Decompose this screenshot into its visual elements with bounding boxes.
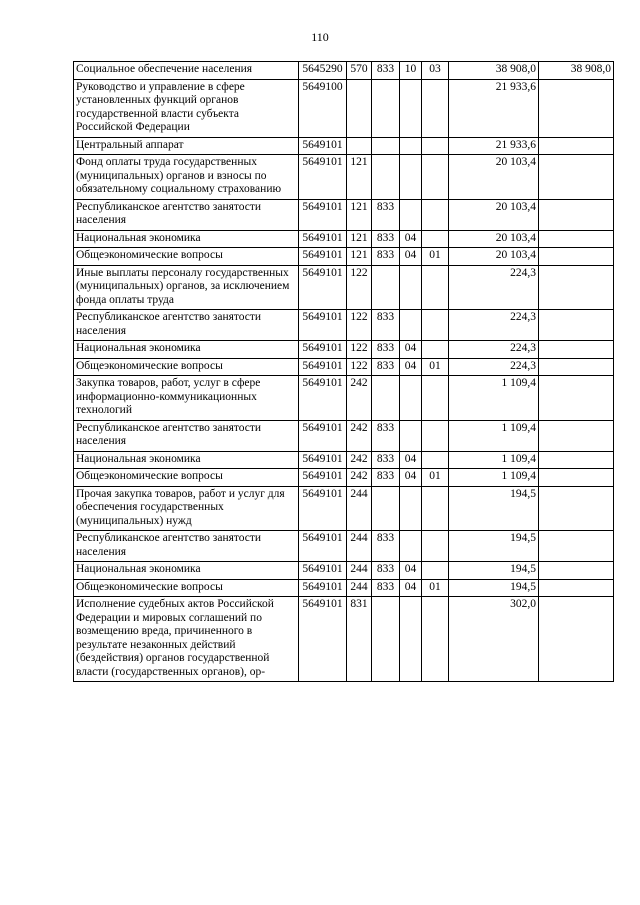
- expense-type-cell: 121: [347, 155, 372, 200]
- row-name-cell: Исполнение судебных актов Российской Федерации и мировых соглашений по возмещению вреда, причиненного в результате незаконных действий (бездействия) органов государственной власти (государственных органов), ор-: [74, 597, 299, 682]
- row-name-cell: Общеэкономические вопросы: [74, 469, 299, 487]
- target-article-cell: 5649101: [299, 230, 347, 248]
- amount-federal-cell: [539, 451, 614, 469]
- subsection-cell: 01: [422, 358, 449, 376]
- budget-table-body: [74, 62, 614, 682]
- table-row: [74, 155, 614, 200]
- subsection-cell: [422, 265, 449, 310]
- subsection-cell: 01: [422, 469, 449, 487]
- expense-type-cell: 242: [347, 376, 372, 421]
- table-row: [74, 230, 614, 248]
- amount-cell: 20 103,4: [449, 230, 539, 248]
- row-name-cell: Фонд оплаты труда государственных (муниципальных) органов и взносы по обязательному социальному страхованию: [74, 155, 299, 200]
- target-article-cell: 5649101: [299, 531, 347, 562]
- administrator-cell: 833: [372, 248, 400, 266]
- table-row: [74, 597, 614, 682]
- administrator-cell: [372, 376, 400, 421]
- budget-table: [73, 61, 614, 682]
- expense-type-cell: 121: [347, 199, 372, 230]
- administrator-cell: 833: [372, 451, 400, 469]
- subsection-cell: [422, 420, 449, 451]
- amount-federal-cell: [539, 137, 614, 155]
- subsection-cell: [422, 79, 449, 137]
- row-name-cell: Общеэкономические вопросы: [74, 248, 299, 266]
- amount-federal-cell: [539, 486, 614, 531]
- subsection-cell: [422, 137, 449, 155]
- section-cell: 04: [400, 341, 422, 359]
- table-row: [74, 531, 614, 562]
- amount-cell: 1 109,4: [449, 420, 539, 451]
- table-row: [74, 341, 614, 359]
- table-row: [74, 358, 614, 376]
- row-name-cell: Центральный аппарат: [74, 137, 299, 155]
- target-article-cell: 5649101: [299, 486, 347, 531]
- amount-cell: 38 908,0: [449, 62, 539, 80]
- amount-federal-cell: [539, 579, 614, 597]
- target-article-cell: 5649101: [299, 562, 347, 580]
- table-row: [74, 486, 614, 531]
- section-cell: 04: [400, 358, 422, 376]
- target-article-cell: 5649101: [299, 310, 347, 341]
- subsection-cell: [422, 597, 449, 682]
- target-article-cell: 5649101: [299, 199, 347, 230]
- target-article-cell: 5649101: [299, 597, 347, 682]
- row-name-cell: Республиканское агентство занятости населения: [74, 310, 299, 341]
- table-row: [74, 469, 614, 487]
- target-article-cell: 5649101: [299, 469, 347, 487]
- section-cell: [400, 79, 422, 137]
- amount-cell: 194,5: [449, 486, 539, 531]
- amount-cell: 224,3: [449, 358, 539, 376]
- amount-federal-cell: [539, 597, 614, 682]
- section-cell: 04: [400, 230, 422, 248]
- amount-cell: 1 109,4: [449, 451, 539, 469]
- amount-cell: 224,3: [449, 310, 539, 341]
- row-name-cell: Национальная экономика: [74, 451, 299, 469]
- expense-type-cell: 242: [347, 420, 372, 451]
- amount-cell: 21 933,6: [449, 137, 539, 155]
- expense-type-cell: 244: [347, 531, 372, 562]
- target-article-cell: 5649101: [299, 248, 347, 266]
- target-article-cell: 5649101: [299, 376, 347, 421]
- section-cell: [400, 531, 422, 562]
- administrator-cell: [372, 265, 400, 310]
- target-article-cell: 5649101: [299, 137, 347, 155]
- target-article-cell: 5649101: [299, 358, 347, 376]
- row-name-cell: Национальная экономика: [74, 562, 299, 580]
- amount-federal-cell: [539, 358, 614, 376]
- target-article-cell: 5649101: [299, 155, 347, 200]
- amount-cell: 20 103,4: [449, 199, 539, 230]
- row-name-cell: Республиканское агентство занятости населения: [74, 420, 299, 451]
- table-row: [74, 199, 614, 230]
- target-article-cell: 5649101: [299, 579, 347, 597]
- table-row: [74, 137, 614, 155]
- section-cell: [400, 137, 422, 155]
- row-name-cell: Социальное обеспечение населения: [74, 62, 299, 80]
- amount-federal-cell: [539, 341, 614, 359]
- section-cell: 04: [400, 248, 422, 266]
- amount-federal-cell: [539, 376, 614, 421]
- expense-type-cell: 242: [347, 469, 372, 487]
- administrator-cell: 833: [372, 562, 400, 580]
- table-row: [74, 451, 614, 469]
- table-row: [74, 376, 614, 421]
- table-row: [74, 248, 614, 266]
- section-cell: 04: [400, 579, 422, 597]
- row-name-cell: Иные выплаты персоналу государственных (муниципальных) органов, за исключением фонда оплаты труда: [74, 265, 299, 310]
- expense-type-cell: 122: [347, 265, 372, 310]
- target-article-cell: 5649101: [299, 341, 347, 359]
- subsection-cell: [422, 451, 449, 469]
- section-cell: [400, 597, 422, 682]
- subsection-cell: 01: [422, 248, 449, 266]
- section-cell: 04: [400, 562, 422, 580]
- section-cell: 04: [400, 469, 422, 487]
- section-cell: [400, 486, 422, 531]
- expense-type-cell: 831: [347, 597, 372, 682]
- target-article-cell: 5649100: [299, 79, 347, 137]
- amount-federal-cell: [539, 155, 614, 200]
- subsection-cell: 01: [422, 579, 449, 597]
- administrator-cell: 833: [372, 341, 400, 359]
- section-cell: [400, 265, 422, 310]
- administrator-cell: [372, 79, 400, 137]
- subsection-cell: [422, 341, 449, 359]
- subsection-cell: [422, 376, 449, 421]
- amount-cell: 194,5: [449, 562, 539, 580]
- expense-type-cell: 122: [347, 310, 372, 341]
- amount-cell: 194,5: [449, 531, 539, 562]
- amount-federal-cell: 38 908,0: [539, 62, 614, 80]
- section-cell: 04: [400, 451, 422, 469]
- amount-cell: 1 109,4: [449, 376, 539, 421]
- amount-federal-cell: [539, 469, 614, 487]
- table-row: [74, 579, 614, 597]
- subsection-cell: [422, 562, 449, 580]
- amount-cell: 224,3: [449, 265, 539, 310]
- row-name-cell: Закупка товаров, работ, услуг в сфере информационно-коммуникационных технологий: [74, 376, 299, 421]
- administrator-cell: 833: [372, 62, 400, 80]
- expense-type-cell: 242: [347, 451, 372, 469]
- section-cell: [400, 155, 422, 200]
- row-name-cell: Республиканское агентство занятости населения: [74, 531, 299, 562]
- expense-type-cell: 244: [347, 579, 372, 597]
- amount-federal-cell: [539, 420, 614, 451]
- row-name-cell: Общеэкономические вопросы: [74, 579, 299, 597]
- administrator-cell: 833: [372, 358, 400, 376]
- administrator-cell: 833: [372, 579, 400, 597]
- table-row: [74, 79, 614, 137]
- amount-federal-cell: [539, 562, 614, 580]
- administrator-cell: 833: [372, 230, 400, 248]
- section-cell: [400, 420, 422, 451]
- subsection-cell: [422, 310, 449, 341]
- section-cell: 10: [400, 62, 422, 80]
- administrator-cell: [372, 597, 400, 682]
- table-row: [74, 62, 614, 80]
- section-cell: [400, 310, 422, 341]
- administrator-cell: [372, 486, 400, 531]
- administrator-cell: 833: [372, 531, 400, 562]
- table-row: [74, 420, 614, 451]
- subsection-cell: [422, 199, 449, 230]
- expense-type-cell: 244: [347, 486, 372, 531]
- target-article-cell: 5645290: [299, 62, 347, 80]
- subsection-cell: 03: [422, 62, 449, 80]
- amount-federal-cell: [539, 199, 614, 230]
- table-row: [74, 265, 614, 310]
- amount-cell: 194,5: [449, 579, 539, 597]
- expense-type-cell: 122: [347, 341, 372, 359]
- section-cell: [400, 199, 422, 230]
- administrator-cell: [372, 155, 400, 200]
- subsection-cell: [422, 531, 449, 562]
- target-article-cell: 5649101: [299, 420, 347, 451]
- target-article-cell: 5649101: [299, 451, 347, 469]
- amount-cell: 20 103,4: [449, 155, 539, 200]
- administrator-cell: 833: [372, 199, 400, 230]
- target-article-cell: 5649101: [299, 265, 347, 310]
- amount-cell: 224,3: [449, 341, 539, 359]
- row-name-cell: Республиканское агентство занятости населения: [74, 199, 299, 230]
- page-number: 110: [311, 30, 329, 44]
- expense-type-cell: 121: [347, 230, 372, 248]
- table-row: [74, 310, 614, 341]
- row-name-cell: Прочая закупка товаров, работ и услуг для обеспечения государственных (муниципальных) нужд: [74, 486, 299, 531]
- subsection-cell: [422, 486, 449, 531]
- subsection-cell: [422, 155, 449, 200]
- administrator-cell: 833: [372, 310, 400, 341]
- table-row: [74, 562, 614, 580]
- administrator-cell: 833: [372, 469, 400, 487]
- administrator-cell: 833: [372, 420, 400, 451]
- amount-cell: 302,0: [449, 597, 539, 682]
- section-cell: [400, 376, 422, 421]
- amount-cell: 20 103,4: [449, 248, 539, 266]
- subsection-cell: [422, 230, 449, 248]
- amount-federal-cell: [539, 310, 614, 341]
- amount-federal-cell: [539, 248, 614, 266]
- expense-type-cell: 122: [347, 358, 372, 376]
- row-name-cell: Руководство и управление в сфере установленных функций органов государственной власти субъекта Российской Федерации: [74, 79, 299, 137]
- amount-cell: 21 933,6: [449, 79, 539, 137]
- expense-type-cell: 121: [347, 248, 372, 266]
- amount-cell: 1 109,4: [449, 469, 539, 487]
- row-name-cell: Национальная экономика: [74, 230, 299, 248]
- administrator-cell: [372, 137, 400, 155]
- expense-type-cell: [347, 137, 372, 155]
- amount-federal-cell: [539, 531, 614, 562]
- expense-type-cell: [347, 79, 372, 137]
- expense-type-cell: 570: [347, 62, 372, 80]
- amount-federal-cell: [539, 230, 614, 248]
- expense-type-cell: 244: [347, 562, 372, 580]
- row-name-cell: Общеэкономические вопросы: [74, 358, 299, 376]
- amount-federal-cell: [539, 79, 614, 137]
- row-name-cell: Национальная экономика: [74, 341, 299, 359]
- amount-federal-cell: [539, 265, 614, 310]
